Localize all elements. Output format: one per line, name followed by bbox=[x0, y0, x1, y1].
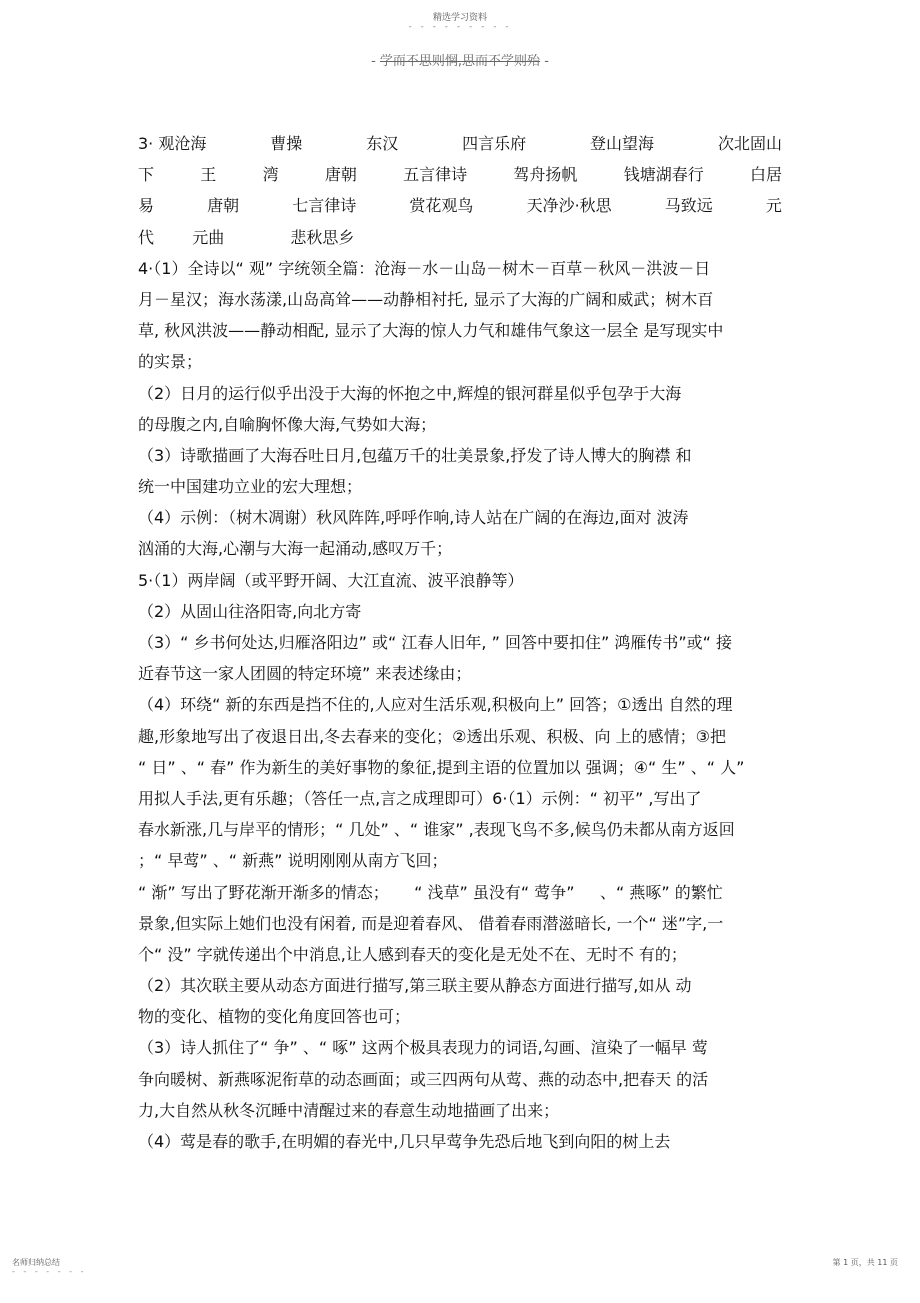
text-line: （3）诗人抓住了“ 争” 、“ 啄” 这两个极具表现力的词语,勾画、渲染了一幅早 莺 bbox=[138, 1038, 708, 1058]
text-line: “ 渐” 写出了野花渐开渐多的情态； “ 浅草” 虽没有“ 莺争” 、“ 燕啄” 的繁忙 bbox=[138, 882, 723, 902]
q3-cell: 五言律诗 bbox=[403, 165, 468, 185]
text-line: 近春节这一家人团圆的特定环境” 来表述缘由； bbox=[138, 664, 472, 684]
page-number: 第 1 页，共 11 页 bbox=[832, 1258, 898, 1267]
header-motto-text: 学而不思则惘,思而不学则殆 bbox=[379, 54, 541, 69]
q3-cell: 马致远 bbox=[664, 196, 713, 216]
footer-left-label: 名师归纳总结 bbox=[12, 1258, 60, 1267]
text-line: 的实景； bbox=[138, 352, 203, 372]
text-line: ；“ 早莺” 、“ 新燕” 说明刚刚从南方飞回； bbox=[138, 851, 448, 871]
text-line: （3）“ 乡书何处达,归雁洛阳边” 或“ 江春人旧年, ” 回答中要扣住” 鸿雁传书”或“ 接 bbox=[138, 633, 732, 652]
text-line: 4·（1）全诗以“ 观” 字统领全篇：沧海－水－山岛－树木－百草－秋风－洪波－日 bbox=[138, 258, 711, 278]
q3-cell: 钱塘湖春行 bbox=[623, 165, 704, 185]
text-line: 5·（1）两岸阔（或平野开阔、大江直流、波平浪静等） bbox=[138, 570, 524, 590]
q3-cell: 唐朝 bbox=[207, 196, 240, 216]
header-top-label: 精选学习资料 bbox=[432, 13, 487, 23]
footer-left-dashes: - - - - - - - bbox=[12, 1267, 87, 1276]
header-dashes: - - - - - - - - - bbox=[408, 22, 512, 32]
text-line: 汹涌的大海,心潮与大海一起涌动,感叹万千； bbox=[138, 539, 453, 559]
q3-cell: 驾舟扬帆 bbox=[513, 165, 578, 185]
q3-cell: 东汉 bbox=[366, 134, 399, 153]
q3-line-1 bbox=[138, 128, 782, 159]
q3-cell: 元 bbox=[765, 196, 782, 216]
q3-cell: 七言律诗 bbox=[292, 196, 357, 216]
text-line: 力,大自然从秋冬沉睡中清醒过来的春意生动地描画了出来； bbox=[138, 1100, 560, 1120]
text-line: 用拟人手法,更有乐趣；（答任一点,言之成理即可）6·（1）示例：“ 初平” ,写出了 bbox=[138, 788, 702, 808]
q3-cell: 悲秋思乡 bbox=[290, 227, 355, 247]
q3-cell: 白居 bbox=[749, 165, 782, 185]
q3-cell: 唐朝 bbox=[324, 165, 357, 185]
q3-cell: 3· 观沧海 bbox=[138, 134, 207, 153]
text-line: 物的变化、植物的变化角度回答也可； bbox=[138, 1007, 411, 1027]
q3-cell: 下 bbox=[138, 165, 155, 185]
text-line: 趣,形象地写出了夜退日出,冬去春来的变化；②透出乐观、积极、向 上的感情；③把 bbox=[138, 726, 726, 746]
text-line: “ 日” 、“ 春” 作为新生的美好事物的象征,提到主语的位置加以 强调；④“ 生” 、“ 人” bbox=[138, 757, 745, 777]
text-line: （4）环绕“ 新的东西是挡不住的,人应对生活乐观,积极向上” 回答；①透出 自然的理 bbox=[138, 695, 733, 715]
text-line: 统一中国建功立业的宏大理想； bbox=[138, 477, 363, 497]
text-line: （4）示例：（树木凋谢）秋风阵阵,呼呼作响,诗人站在广阔的在海边,面对 波涛 bbox=[138, 508, 689, 528]
q3-cell: 湾 bbox=[262, 165, 279, 185]
q3-cell: 四言乐府 bbox=[462, 134, 527, 153]
text-line: （2）从固山往洛阳寄,向北方寄 bbox=[138, 601, 362, 621]
q3-cell: 易 bbox=[138, 196, 155, 216]
q3-line-4 bbox=[138, 222, 788, 253]
text-line: （2）其次联主要从动态方面进行描写,第三联主要从静态方面进行描写,如从 动 bbox=[138, 976, 692, 996]
q3-cell: 王 bbox=[200, 165, 217, 185]
text-line: 争向暖树、新燕啄泥衔草的动态画面；或三四两句从莺、燕的动态中,把春天 的活 bbox=[138, 1069, 709, 1089]
q3-line-3 bbox=[138, 190, 782, 221]
q3-cell: 登山望海 bbox=[590, 134, 655, 153]
text-line: 的母腹之内,自喻胸怀像大海,气势如大海； bbox=[138, 414, 437, 434]
text-line: 草, 秋风洪波——静动相配, 显示了大海的惊人力气和雄伟气象这一层全 是写现实中 bbox=[138, 321, 724, 341]
text-line: 春水新涨,几与岸平的情形；“ 几处” 、“ 谁家” ,表现飞鸟不多,候鸟仍未都从南方返回 bbox=[138, 820, 735, 840]
answer-content bbox=[138, 128, 788, 1157]
q3-cell: 元曲 bbox=[192, 227, 225, 247]
text-line: （2）日月的运行似乎出没于大海的怀抱之中,辉煌的银河群星似乎包孕于大海 bbox=[138, 383, 682, 403]
header-motto: - 学而不思则惘,思而不学则殆 - bbox=[371, 54, 549, 69]
q3-cell: 代 bbox=[138, 227, 155, 247]
q3-line-2 bbox=[138, 159, 782, 190]
q3-cell: 次北固山 bbox=[717, 134, 782, 153]
text-line: 个“ 没” 字就传递出个中消息,让人感到春天的变化是无处不在、无时不 有的； bbox=[138, 944, 687, 964]
text-line: 景象,但实际上她们也没有闲着, 而是迎着春风、 借着春雨潜滋暗长, 一个“ 迷”字,一 bbox=[138, 913, 724, 933]
q3-cell: 天净沙·秋思 bbox=[526, 196, 612, 216]
q3-cell: 赏花观鸟 bbox=[409, 196, 474, 216]
text-line: 月－星汉；海水荡漾,山岛高耸——动静相衬托, 显示了大海的广阔和威武；树木百 bbox=[138, 289, 714, 309]
text-line: （4）莺是春的歌手,在明媚的春光中,几只早莺争先恐后地飞到向阳的树上去 bbox=[138, 1132, 671, 1151]
text-line: （3）诗歌描画了大海吞吐日月,包蕴万千的壮美景象,抒发了诗人博大的胸襟 和 bbox=[138, 445, 692, 465]
q3-cell: 曹操 bbox=[270, 134, 303, 153]
